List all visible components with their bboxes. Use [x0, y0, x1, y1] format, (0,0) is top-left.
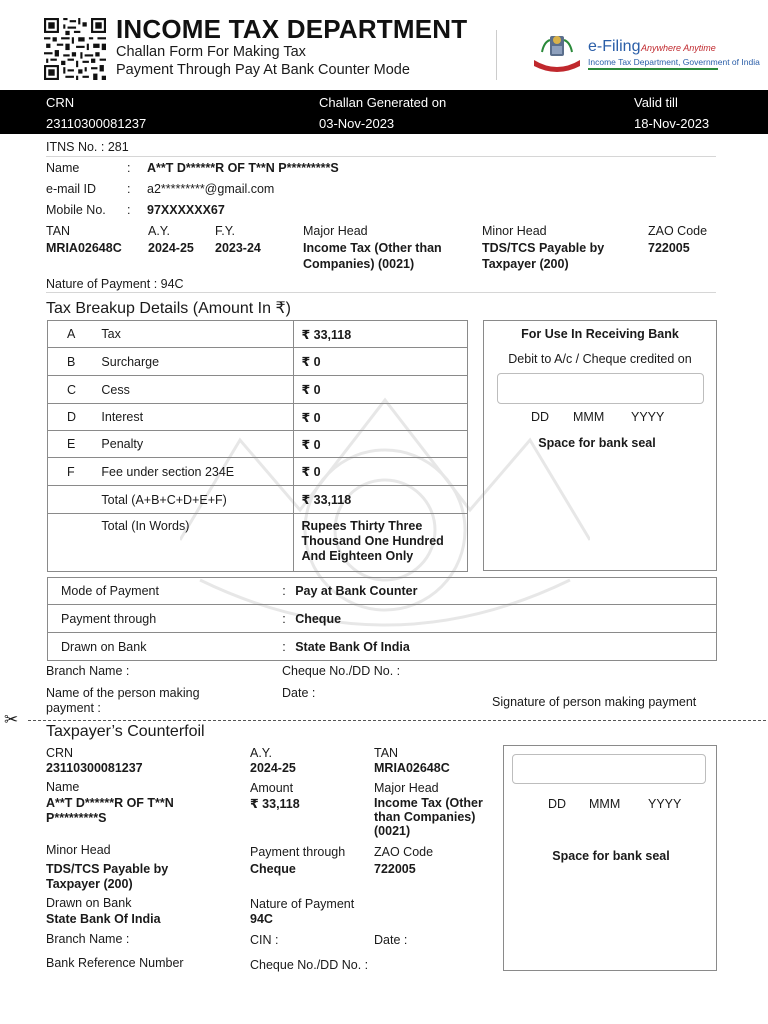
total-value: ₹ 33,118 [294, 486, 468, 514]
tax-row-amount: ₹ 0 [294, 431, 468, 458]
payment-table [47, 577, 717, 661]
cf-minor-line2: Taxpayer (200) [46, 877, 133, 891]
cf-minor-label: Minor Head [46, 843, 111, 857]
tax-row-code: D [48, 404, 94, 431]
major-head-value-line2: Companies) (0021) [303, 257, 415, 271]
cf-ay-label: A.Y. [250, 746, 273, 760]
tax-row-amount: ₹ 0 [294, 348, 468, 376]
generated-label: Challan Generated on [319, 95, 447, 110]
cut-line [28, 720, 766, 721]
efiling-subtext: Income Tax Department, Government of India [588, 57, 760, 67]
tax-row-amount: ₹ 33,118 [294, 321, 468, 348]
colon: : [127, 161, 131, 175]
cf-date-label: Date : [374, 933, 408, 947]
table-row [48, 486, 468, 514]
cf-bank-value: State Bank Of India [46, 912, 161, 926]
name-value: A**T D******R OF T**N P*********S [147, 161, 339, 175]
cf-tan-label: TAN [374, 746, 399, 760]
table-row [48, 404, 468, 431]
tan-label: TAN [46, 224, 71, 238]
cf-crn-value: 23110300081237 [46, 761, 143, 775]
mobile-value: 97XXXXXX67 [147, 203, 225, 217]
cheque-no-label: Cheque No./DD No. : [282, 664, 401, 678]
cf-nature-value: 94C [250, 912, 273, 926]
table-row [48, 458, 468, 486]
bank-label: Drawn on Bank [48, 633, 283, 661]
mobile-label: Mobile No. [46, 203, 106, 217]
header-divider [496, 30, 497, 80]
minor-head-value-line2: Taxpayer (200) [482, 257, 569, 271]
tax-row-label: Penalty [93, 431, 294, 458]
fy-value: 2023-24 [215, 241, 261, 255]
colon: : [127, 182, 131, 196]
cf-name-line2: P*********S [46, 811, 107, 825]
total-words-line2: Thousand One Hundred [301, 534, 444, 548]
tax-row-code: E [48, 431, 94, 458]
signature-label: Signature of person making payment [492, 695, 697, 709]
total-words-line1: Rupees Thirty Three [301, 519, 423, 533]
tax-row-code: A [48, 321, 94, 348]
tax-breakup-table [47, 320, 468, 572]
total-words-line3: And Eighteen Only [301, 549, 414, 563]
scissors-icon: ✂ [4, 710, 19, 729]
name-label: Name [46, 161, 80, 175]
table-row [48, 431, 468, 458]
page-title: INCOME TAX DEPARTMENT [116, 14, 468, 44]
mmm-label: MMM [573, 410, 605, 424]
crn-bar [0, 90, 768, 134]
cf-nature-label: Nature of Payment [250, 897, 355, 911]
tan-value: MRIA02648C [46, 241, 122, 255]
valid-value: 18-Nov-2023 [634, 116, 710, 131]
form-subtitle-line2: Payment Through Pay At Bank Counter Mode [116, 62, 410, 78]
date-label: Date : [282, 686, 316, 700]
tax-row-label: Fee under section 234E [93, 458, 294, 486]
cf-cheque-label: Cheque No./DD No. : [250, 958, 369, 972]
mode-value-cell: : Pay at Bank Counter [282, 578, 716, 605]
payer-name-label-line2: payment : [46, 701, 101, 715]
through-value-cell: : Cheque [282, 605, 716, 633]
efiling-tagline: Anywhere Anytime [641, 43, 716, 53]
table-row [48, 633, 717, 661]
minor-head-label: Minor Head [482, 224, 547, 238]
mode-value: Pay at Bank Counter [295, 584, 418, 598]
cf-through-label: Payment through [250, 845, 346, 859]
total-words-label: Total (In Words) [93, 514, 294, 572]
cf-tan-value: MRIA02648C [374, 761, 450, 775]
tax-row-amount: ₹ 0 [294, 458, 468, 486]
cf-cin-label: CIN : [250, 933, 279, 947]
bank-value-cell: : State Bank Of India [282, 633, 716, 661]
cf-date-field[interactable] [512, 754, 706, 784]
tax-row-code: F [48, 458, 94, 486]
crn-value: 23110300081237 [46, 116, 147, 131]
counterfoil-title: Taxpayer’s Counterfoil [46, 723, 205, 740]
table-row [48, 348, 468, 376]
table-row [48, 578, 717, 605]
tax-breakup-title: Tax Breakup Details (Amount In ₹) [46, 300, 291, 317]
cf-bank-ref-label: Bank Reference Number [46, 956, 184, 970]
cf-major-line3: (0021) [374, 824, 411, 838]
cf-major-label: Major Head [374, 781, 439, 795]
cf-through-value: Cheque [250, 862, 296, 876]
zao-value: 722005 [648, 241, 690, 255]
cf-mmm-label: MMM [589, 797, 621, 811]
cf-yyyy-label: YYYY [648, 797, 682, 811]
yyyy-label: YYYY [631, 410, 665, 424]
qr-code [43, 18, 107, 80]
cf-major-line1: Income Tax (Other [374, 796, 483, 810]
nature-of-payment: Nature of Payment : 94C [46, 277, 184, 291]
through-value: Cheque [295, 611, 342, 626]
ay-label: A.Y. [148, 224, 171, 238]
dd-label: DD [531, 410, 550, 424]
divider [46, 156, 716, 157]
cf-minor-line1: TDS/TCS Payable by [46, 862, 169, 876]
cf-branch-label: Branch Name : [46, 932, 130, 946]
bank-box-title: For Use In Receiving Bank [521, 327, 679, 341]
through-label: Payment through [48, 605, 283, 633]
divider [46, 292, 716, 293]
total-label: Total (A+B+C+D+E+F) [93, 486, 294, 514]
total-words-value [294, 514, 468, 572]
table-row [48, 514, 468, 572]
tax-row-label: Interest [93, 404, 294, 431]
cf-bank-label: Drawn on Bank [46, 896, 132, 910]
tax-row-code: C [48, 376, 94, 404]
valid-label: Valid till [634, 95, 678, 110]
crn-label: CRN [46, 95, 75, 110]
cf-ay-value: 2024-25 [250, 761, 296, 775]
cf-crn-label: CRN [46, 746, 74, 760]
mode-label: Mode of Payment [48, 578, 283, 605]
cf-amount-value: ₹ 33,118 [250, 797, 300, 811]
tax-row-amount: ₹ 0 [294, 404, 468, 431]
cf-zao-value: 722005 [374, 862, 416, 876]
email-label: e-mail ID [46, 182, 97, 196]
major-head-value-line1: Income Tax (Other than [303, 241, 442, 255]
tax-row-label: Cess [93, 376, 294, 404]
payer-name-label-line1: Name of the person making [46, 686, 200, 700]
receiving-bank-box [483, 320, 717, 571]
itns-number: ITNS No. : 281 [46, 140, 129, 154]
cf-bank-seal-space: Space for bank seal [552, 849, 670, 863]
table-row [48, 605, 717, 633]
branch-name-label: Branch Name : [46, 664, 130, 678]
cf-name-label: Name [46, 780, 80, 794]
ay-value: 2024-25 [148, 241, 194, 255]
income-tax-emblem-icon [530, 30, 584, 74]
minor-head-value-line1: TDS/TCS Payable by [482, 241, 605, 255]
debit-label: Debit to A/c / Cheque credited on [508, 352, 692, 366]
major-head-label: Major Head [303, 224, 368, 238]
cf-dd-label: DD [548, 797, 567, 811]
table-row [48, 321, 468, 348]
efiling-underline [588, 68, 718, 70]
bank-seal-space: Space for bank seal [538, 436, 656, 450]
colon: : [127, 203, 131, 217]
generated-value: 03-Nov-2023 [319, 116, 395, 131]
table-row [48, 376, 468, 404]
email-value: a2*********@gmail.com [147, 182, 275, 196]
form-subtitle-line1: Challan Form For Making Tax [116, 44, 306, 60]
cf-zao-label: ZAO Code [374, 845, 434, 859]
cf-bank-box [503, 745, 717, 971]
efiling-logo-text: e-Filing [588, 38, 641, 55]
tax-row-label: Tax [93, 321, 294, 348]
zao-label: ZAO Code [648, 224, 708, 238]
cf-name-line1: A**T D******R OF T**N [46, 796, 174, 810]
tax-row-label: Surcharge [93, 348, 294, 376]
bank-value: State Bank Of India [295, 639, 410, 654]
cf-major-line2: than Companies) [374, 810, 476, 824]
cf-amount-label: Amount [250, 781, 294, 795]
tax-row-amount: ₹ 0 [294, 376, 468, 404]
debit-date-field[interactable] [497, 373, 704, 404]
fy-label: F.Y. [215, 224, 235, 238]
tax-row-code: B [48, 348, 94, 376]
